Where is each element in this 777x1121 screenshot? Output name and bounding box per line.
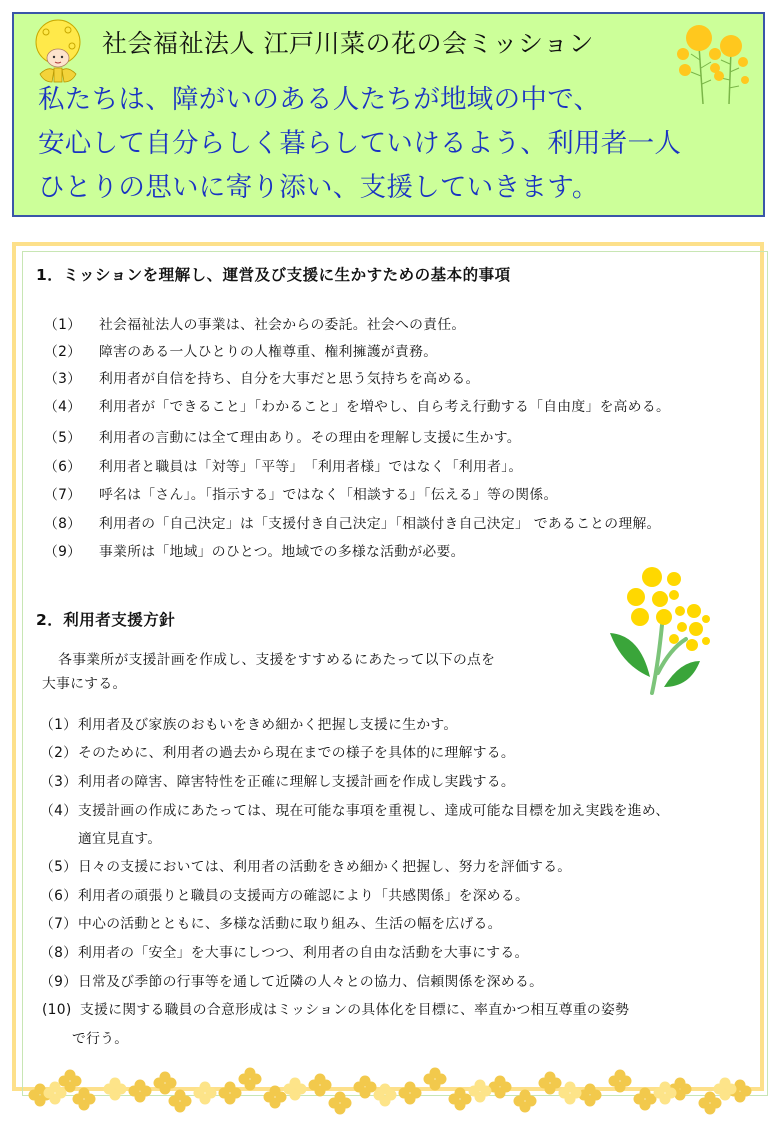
item-number: （8） (40, 945, 78, 961)
item-number: （1） (44, 317, 82, 333)
section1-item (40, 313, 466, 333)
item-number: （6） (40, 888, 78, 904)
section1-item (40, 395, 670, 415)
item-text: 利用者の「安全」を大事にしつつ、利用者の自由な活動を大事にする。 (78, 945, 529, 961)
item-number: （6） (44, 459, 82, 475)
item-number: （9） (40, 974, 78, 990)
mission-line: 安心して自分らしく暮らしていけるよう、利用者一人 (38, 128, 682, 159)
item-text: 利用者が自信を持ち、自分を大事だと思う気持ちを高める。 (99, 371, 480, 387)
section1-item (40, 540, 465, 560)
section1-item (40, 426, 521, 446)
section1-item (40, 512, 661, 532)
section2-item (40, 770, 515, 790)
section1-item (40, 483, 558, 503)
section1-heading: 1．ミッションを理解し、運営及び支援に生かすための基本的事項 (36, 266, 511, 284)
item-text: 利用者の「自己決定」は「支援付き自己決定」「相談付き自己決定」 であることの理解。 (99, 516, 661, 532)
header-title: 社会福祉法人 江戸川菜の花の会ミッション (102, 29, 594, 58)
canola-flower-icon (600, 565, 710, 695)
item-text: 利用者及び家族のおもいをきめ細かく把握し支援に生かす。 (78, 717, 458, 733)
section2-item (40, 970, 543, 990)
item-text: 日常及び季節の行事等を通して近隣の人々との協力、信頼関係を深める。 (78, 974, 544, 990)
section2-item (40, 713, 458, 733)
item-text: 日々の支援においては、利用者の活動をきめ細かく把握し、努力を評価する。 (78, 859, 572, 875)
section2-heading: 2．利用者支援方針 (36, 611, 176, 629)
item-number: （1） (40, 717, 78, 733)
section1-item (40, 455, 523, 475)
section2-item (40, 912, 502, 932)
section1-item (40, 340, 437, 360)
section2-item (40, 741, 515, 761)
section2-item-continuation: で行う。 (72, 1031, 129, 1047)
item-text: 利用者の言動には全て理由あり。その理由を理解し支援に生かす。 (99, 430, 521, 446)
section2-item (42, 998, 629, 1018)
item-number: （3） (40, 774, 78, 790)
section2-item (40, 799, 670, 819)
item-number: （7） (44, 487, 82, 503)
section2-item (40, 855, 571, 875)
item-number: （2） (40, 745, 78, 761)
section2-intro-line: 各事業所が支援計画を作成し、支援をすすめるにあたって以下の点を (44, 652, 496, 668)
item-number: （4） (44, 399, 82, 415)
section2-item-continuation: 適宜見直す。 (78, 831, 162, 847)
item-text: 利用者の障害、障害特性を正確に理解し支援計画を作成し実践する。 (78, 774, 516, 790)
section2-intro-line: 大事にする。 (42, 676, 127, 692)
item-text: 利用者が「できること」「わかること」を増やし、自ら考え行動する「自由度」を高める。 (99, 399, 671, 415)
item-number: （9） (44, 544, 82, 560)
section2-item (40, 941, 529, 961)
item-text: 社会福祉法人の事業は、社会からの委託。社会への責任。 (99, 317, 466, 333)
item-number: （3） (44, 371, 82, 387)
flower-garland-icon (20, 1063, 770, 1115)
mission-line: ひとりの思いに寄り添い、支援していきます。 (38, 172, 599, 203)
item-text: 支援計画の作成にあたっては、現在可能な事項を重視し、達成可能な目標を加え実践を進め、 (78, 803, 670, 819)
item-text: 支援に関する職員の合意形成はミッションの具体化を目標に、率直かつ相互尊重の姿勢 (80, 1002, 630, 1018)
item-number: （5） (44, 430, 82, 446)
item-text: そのために、利用者の過去から現在までの様子を具体的に理解する。 (78, 745, 516, 761)
item-number: （2） (44, 344, 82, 360)
item-text: 利用者と職員は「対等」「平等」 「利用者様」ではなく「利用者」。 (99, 459, 523, 475)
item-text: 呼名は「さん」。「指示する」ではなく「相談する」「伝える」等の関係。 (99, 487, 558, 503)
item-number: （7） (40, 916, 78, 932)
item-text: 障害のある一人ひとりの人権尊重、権利擁護が責務。 (99, 344, 438, 360)
section2-item (40, 884, 529, 904)
section1-item (40, 367, 480, 387)
item-text: 事業所は「地域」のひとつ。地域での多様な活動が必要。 (99, 544, 465, 560)
item-text: 中心の活動とともに、多様な活動に取り組み、生活の幅を広げる。 (78, 916, 502, 932)
item-number: （4） (40, 803, 78, 819)
mission-line: 私たちは、障がいのある人たちが地域の中で、 (38, 84, 601, 115)
item-number: （5） (40, 859, 78, 875)
item-number: （8） (44, 516, 82, 532)
item-number: (10) (42, 1002, 72, 1018)
item-text: 利用者の頑張りと職員の支援両方の確認により「共感関係」を深める。 (78, 888, 530, 904)
